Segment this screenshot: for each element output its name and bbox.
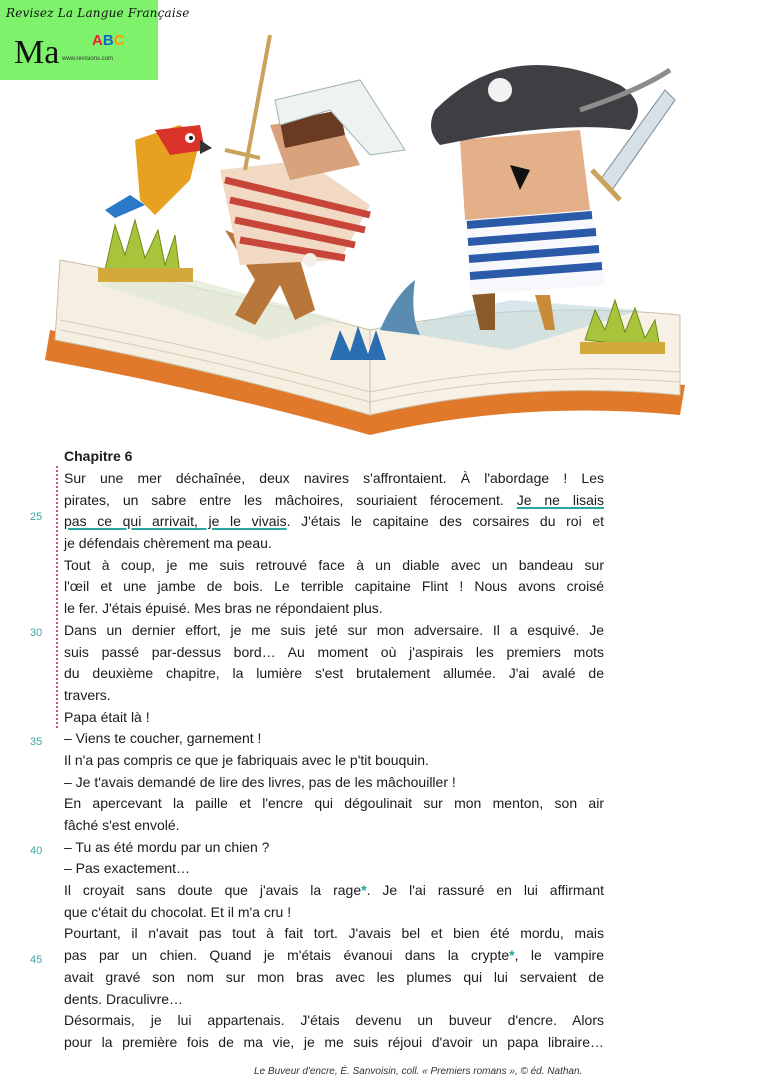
- text-line: suis passé par-dessus bord… Au moment où j'aspirais les premiers mots: [64, 643, 604, 660]
- text-line: Papa était là !: [64, 708, 150, 725]
- text-line: Il n'a pas compris ce que je fabriquais avec le p'tit bouquin.: [64, 751, 429, 768]
- text-line: pour la première fois de ma vie, je me suis réjoui d'avoir un papa libraire…: [64, 1033, 604, 1050]
- text-segment: , le vampire: [514, 947, 604, 964]
- text-segment: pas par un chien. Quand je m'étais évanoui dans la crypte: [64, 947, 510, 964]
- text-line: Dans un dernier effort, je me suis jeté sur mon adversaire. Il a esquivé. Je: [64, 621, 604, 638]
- text-line: Désormais, je lui appartenais. J'étais devenu un buveur d'encre. Alors: [64, 1012, 604, 1029]
- logo-url: www.revisions.com: [62, 56, 114, 62]
- line-number: 45: [30, 954, 43, 966]
- text-line: – Je t'avais demandé de lire des livres, pas de les mâchouiller !: [64, 773, 456, 790]
- text-segment: pirates, un sabre entre les mâchoires, souriaient férocement.: [64, 491, 517, 508]
- text-segment: Il croyait sans doute que j'avais la rage: [64, 882, 362, 899]
- line-number: 35: [30, 736, 43, 748]
- glossary-star: *: [509, 947, 515, 964]
- text-line: Tout à coup, je me suis retrouvé face à un diable avec un bandeau sur: [64, 556, 604, 573]
- line-number: 25: [30, 511, 43, 523]
- source-credit: Le Buveur d'encre, É. Sanvoisin, coll. « Premiers romans », © éd. Nathan.: [254, 1066, 583, 1077]
- text-line: dents. Draculivre…: [64, 990, 184, 1007]
- text-line: [64, 490, 604, 512]
- pirate-boy-icon: [220, 80, 405, 325]
- logo-tagline: Revisez La Langue Française: [6, 6, 190, 20]
- text-line: l'œil et une jambe de bois. Le terrible capitaine Flint ! Nous avons croisé: [64, 578, 604, 595]
- logo-letters: Ma: [14, 34, 60, 71]
- logo-abc-icon: ABC: [92, 32, 125, 49]
- text-segment: . Je l'ai rassuré en lui affirmant: [366, 882, 604, 899]
- text-line: [64, 945, 604, 967]
- text-line: – Tu as été mordu par un chien ?: [64, 838, 270, 855]
- underlined-text: Je ne lisais: [516, 491, 604, 508]
- pirate-book-illustration: [40, 30, 690, 440]
- text-line: – Pas exactement…: [64, 860, 191, 877]
- text-line: fâché s'est envolé.: [64, 817, 180, 833]
- text-line: avait gravé son nom sur mon bras avec les plumes qui lui servaient de: [64, 968, 604, 985]
- text-line: Sur une mer déchaînée, deux navires s'affrontaient. À l'abordage ! Les: [64, 470, 604, 486]
- line-number: 40: [30, 845, 43, 857]
- text-line: le fer. J'étais épuisé. Mes bras ne répondaient plus.: [64, 600, 383, 617]
- text-line: [64, 511, 604, 533]
- text-line: que c'était du chocolat. Et il m'a cru !: [64, 903, 292, 920]
- text-line: [64, 880, 604, 902]
- grass-icon: [98, 220, 193, 282]
- paragraph-lines: [64, 468, 604, 1054]
- story-text: [64, 446, 604, 1054]
- sword-icon: [225, 35, 270, 170]
- text-line: travers.: [64, 686, 111, 703]
- text-line: – Viens te coucher, garnement !: [64, 730, 262, 747]
- parrot-icon: [105, 125, 212, 218]
- text-line: je défendais chèrement ma peau.: [64, 535, 272, 552]
- line-number: 30: [30, 627, 43, 639]
- text-line: En apercevant la paille et l'encre qui dégoulinait sur mon menton, son air: [64, 795, 604, 812]
- underlined-text: pas ce qui arrivait, je le vivais: [64, 513, 287, 530]
- chapter-title: Chapitre 6: [64, 448, 133, 464]
- text-line: Pourtant, il n'avait pas tout à fait tort. J'avais bel et bien été mordu, mais: [64, 925, 604, 942]
- pirate-captain-icon: [431, 65, 670, 330]
- text-segment: . J'étais le capitaine des corsaires du roi et: [286, 513, 604, 530]
- excerpt-margin-marker: [56, 466, 58, 728]
- glossary-star: *: [361, 882, 367, 899]
- text-line: du deuxième chapitre, la lumière s'est brutalement allumée. J'ai avalé de: [64, 665, 604, 682]
